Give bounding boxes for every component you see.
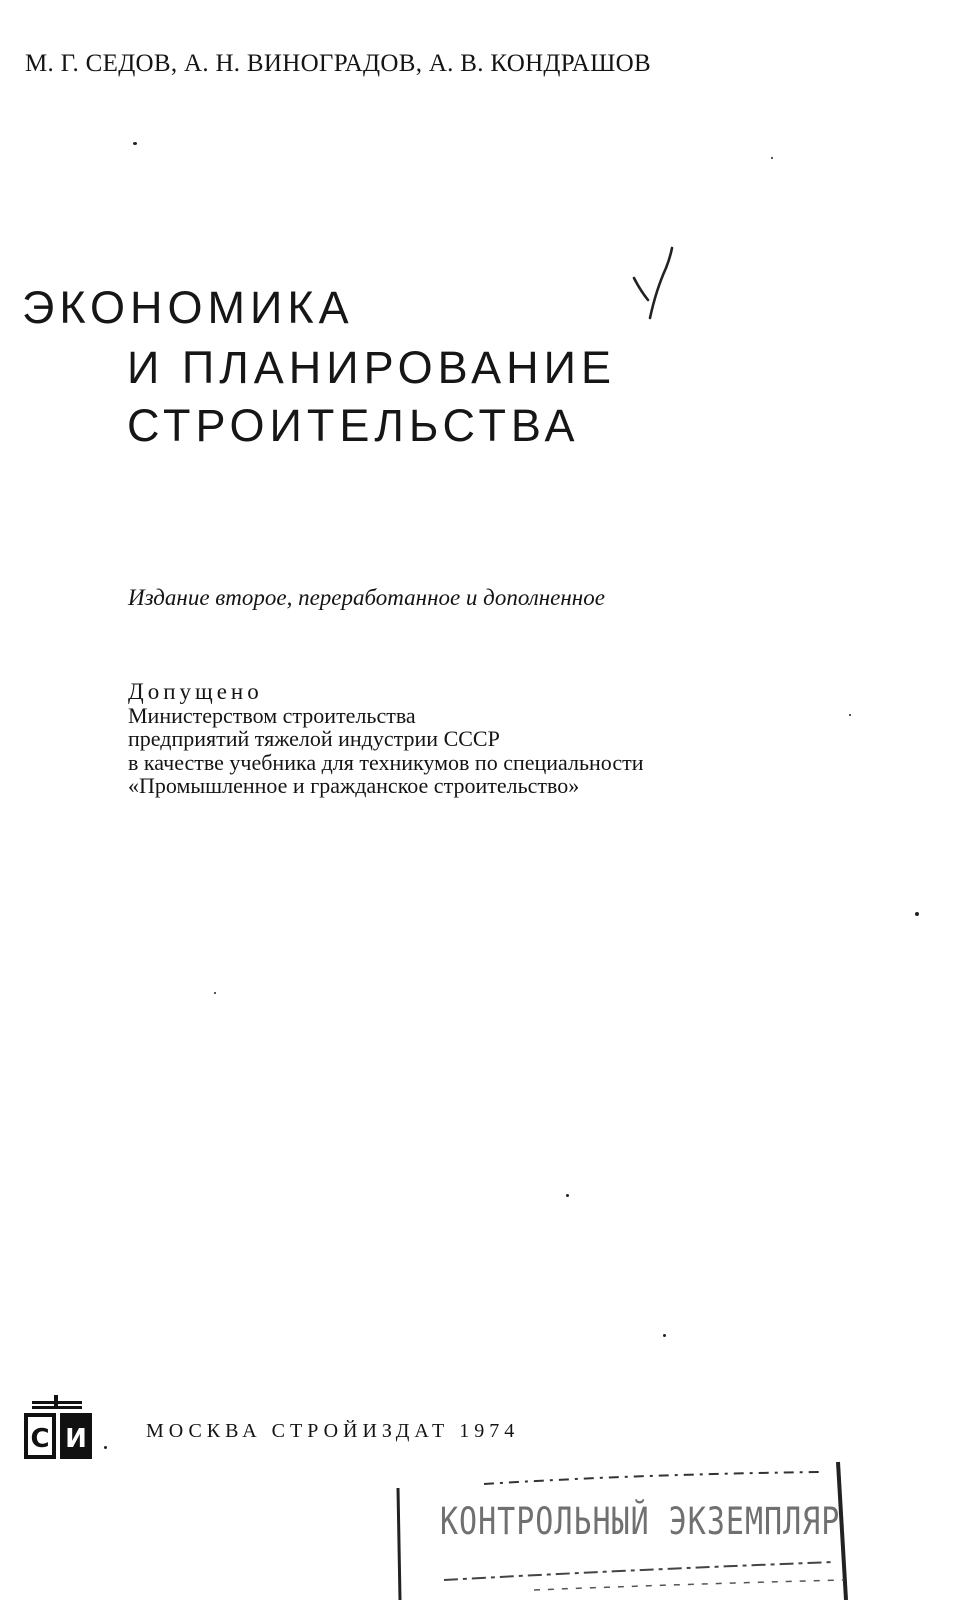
book-title-line-2: И ПЛАНИРОВАНИЕ: [127, 342, 616, 393]
svg-text:И: И: [65, 1424, 87, 1454]
approval-line-4: «Промышленное и гражданское строительство»: [128, 773, 580, 798]
stamp-text: КОНТРОЛЬНЫЙ ЭКЗЕМПЛЯР: [440, 1500, 841, 1544]
speck: [915, 912, 919, 916]
speck: [214, 992, 216, 994]
edition-note: Издание второе, переработанное и дополненное: [128, 585, 605, 610]
book-title-line-3: СТРОИТЕЛЬСТВА: [127, 400, 580, 451]
speck: [663, 1334, 666, 1337]
authors-line: М. Г. СЕДОВ, А. Н. ВИНОГРАДОВ, А. В. КОНДРАШОВ: [25, 50, 651, 77]
stroyizdat-logo-icon: [22, 1393, 98, 1465]
book-title-line-1: ЭКОНОМИКА: [22, 282, 354, 333]
approval-line-2: предприятий тяжелой индустрии СССР: [128, 726, 500, 751]
approval-line-1: Министерством строительства: [128, 702, 416, 728]
publisher-line: МОСКВА СТРОЙИЗДАТ 1974: [146, 1420, 520, 1442]
approval-block: [128, 680, 644, 798]
speck: [849, 714, 851, 716]
approval-heading: Допущено: [128, 679, 263, 704]
handwritten-check-icon: [626, 240, 686, 330]
speck: [771, 157, 773, 159]
svg-text:С: С: [30, 1424, 50, 1454]
speck: [566, 1194, 569, 1197]
approval-line-3: в качестве учебника для техникумов по специальности: [128, 749, 644, 775]
speck: [133, 142, 137, 145]
speck: [104, 1446, 107, 1449]
